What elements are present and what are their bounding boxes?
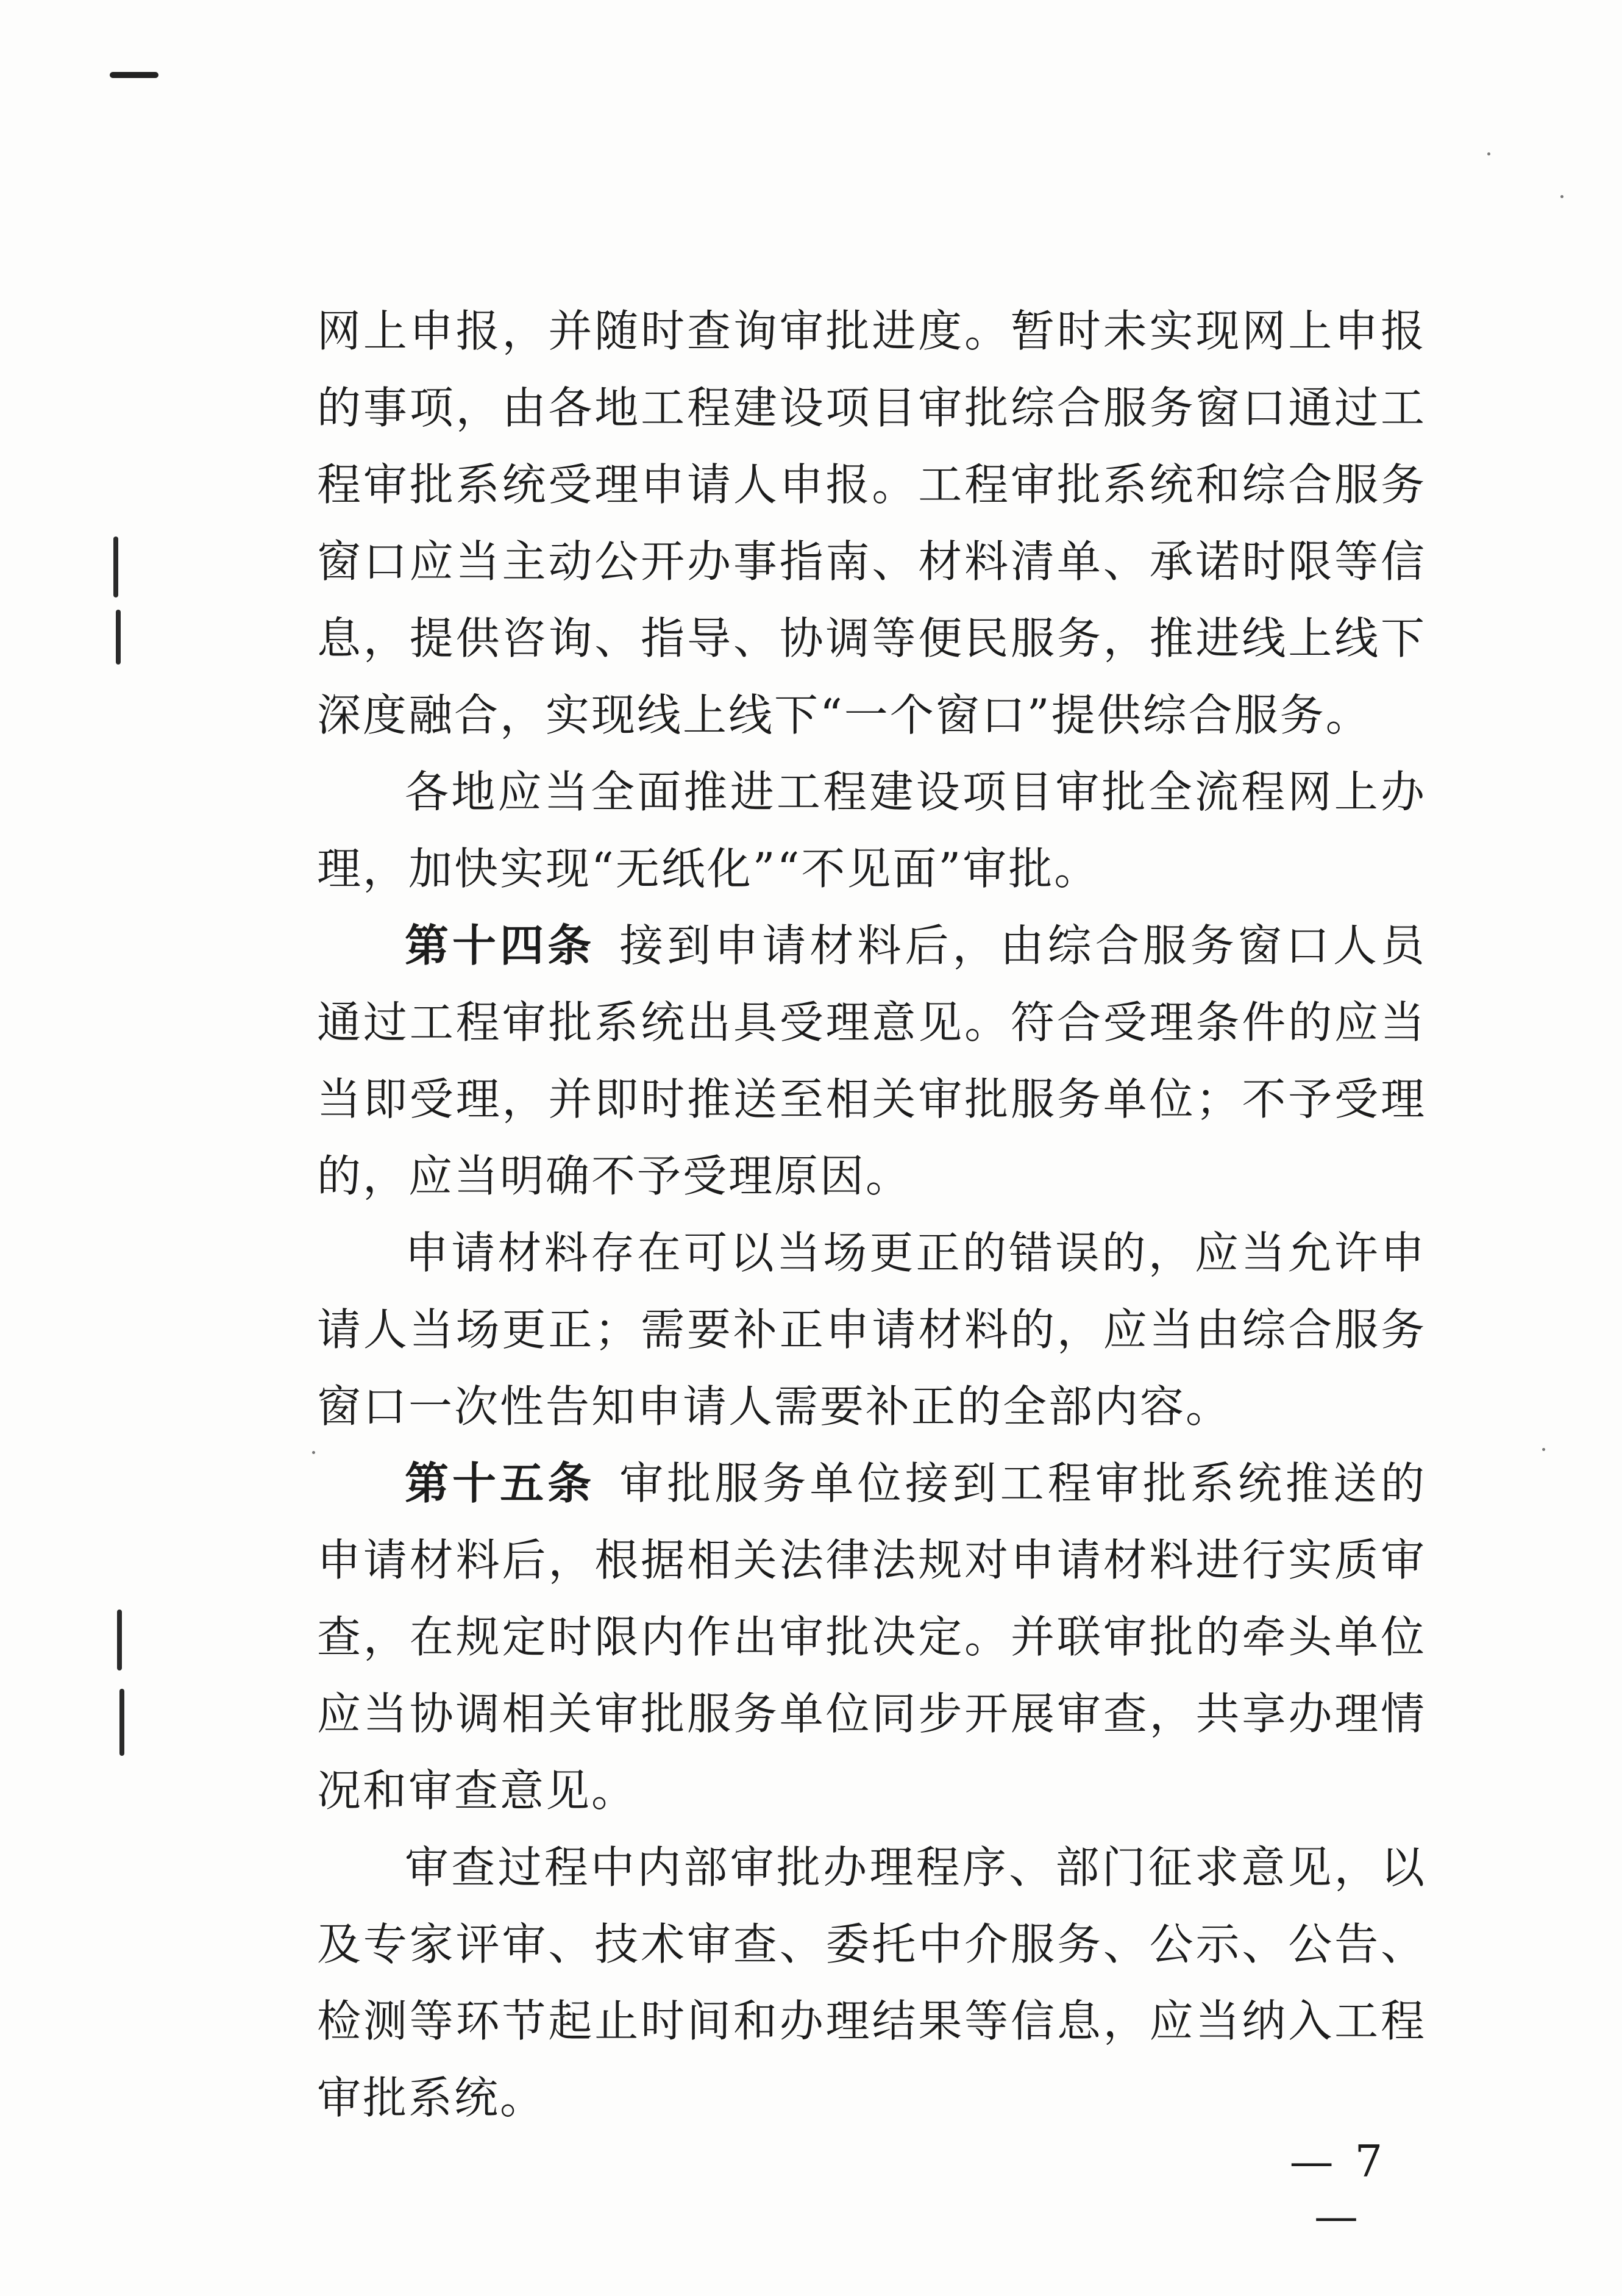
staple-mark xyxy=(116,610,121,665)
staple-mark xyxy=(113,537,118,597)
scan-dot xyxy=(312,1451,315,1454)
article-title: 第十四条 xyxy=(405,919,596,971)
scan-dot xyxy=(1560,195,1563,198)
paragraph-text: 审查过程中内部审批办理程序、部门征求意见，以及专家评审、技术审查、委托中介服务、公示、公告、检测等环节起止时间和办理结果等信息，应当纳入工程审批系统。 xyxy=(317,1842,1426,2123)
scan-mark xyxy=(110,72,158,78)
scan-dot xyxy=(1542,1448,1545,1451)
document-body xyxy=(317,293,1426,2136)
paragraph-text: 审批服务单位接到工程审批系统推送的申请材料后，根据相关法律法规对申请材料进行实质审查，在规定时限内作出审批决定。并联审批的牵头单位应当协调相关审批服务单位同步开展审查，共享办理情况和审查意见。 xyxy=(317,1458,1426,1816)
paragraph xyxy=(317,754,1426,907)
article-14 xyxy=(317,907,1426,1214)
paragraph-text: 接到申请材料后，由综合服务窗口人员通过工程审批系统出具受理意见。符合受理条件的应当当即受理，并即时推送至相关审批服务单位；不予受理的，应当明确不予受理原因。 xyxy=(317,920,1426,1202)
paragraph xyxy=(317,1829,1426,2136)
paragraph-text: 各地应当全面推进工程建设项目审批全流程网上办理，加快实现“无纸化”“不见面”审批。 xyxy=(317,766,1426,894)
paragraph-continuation xyxy=(317,293,1426,754)
paragraph xyxy=(317,1214,1426,1445)
article-15 xyxy=(317,1445,1426,1829)
scan-dot xyxy=(1487,152,1490,155)
article-title: 第十五条 xyxy=(405,1457,596,1509)
staple-mark xyxy=(117,1610,122,1670)
paragraph-text: 申请材料存在可以当场更正的错误的，应当允许申请人当场更正；需要补正申请材料的，应当由综合服务窗口一次性告知申请人需要补正的全部内容。 xyxy=(317,1227,1426,1432)
page-number: — 7 — xyxy=(1289,2136,1387,2242)
paragraph-text: 网上申报，并随时查询审批进度。暂时未实现网上申报的事项，由各地工程建设项目审批综合服务窗口通过工程审批系统受理申请人申报。工程审批系统和综合服务窗口应当主动公开办事指南、材料清单、承诺时限等信息，提供咨询、指导、协调等便民服务，推进线上线下深度融合，实现线上线下“一个窗口”提供综合服务。 xyxy=(317,305,1426,741)
staple-mark xyxy=(119,1689,124,1756)
